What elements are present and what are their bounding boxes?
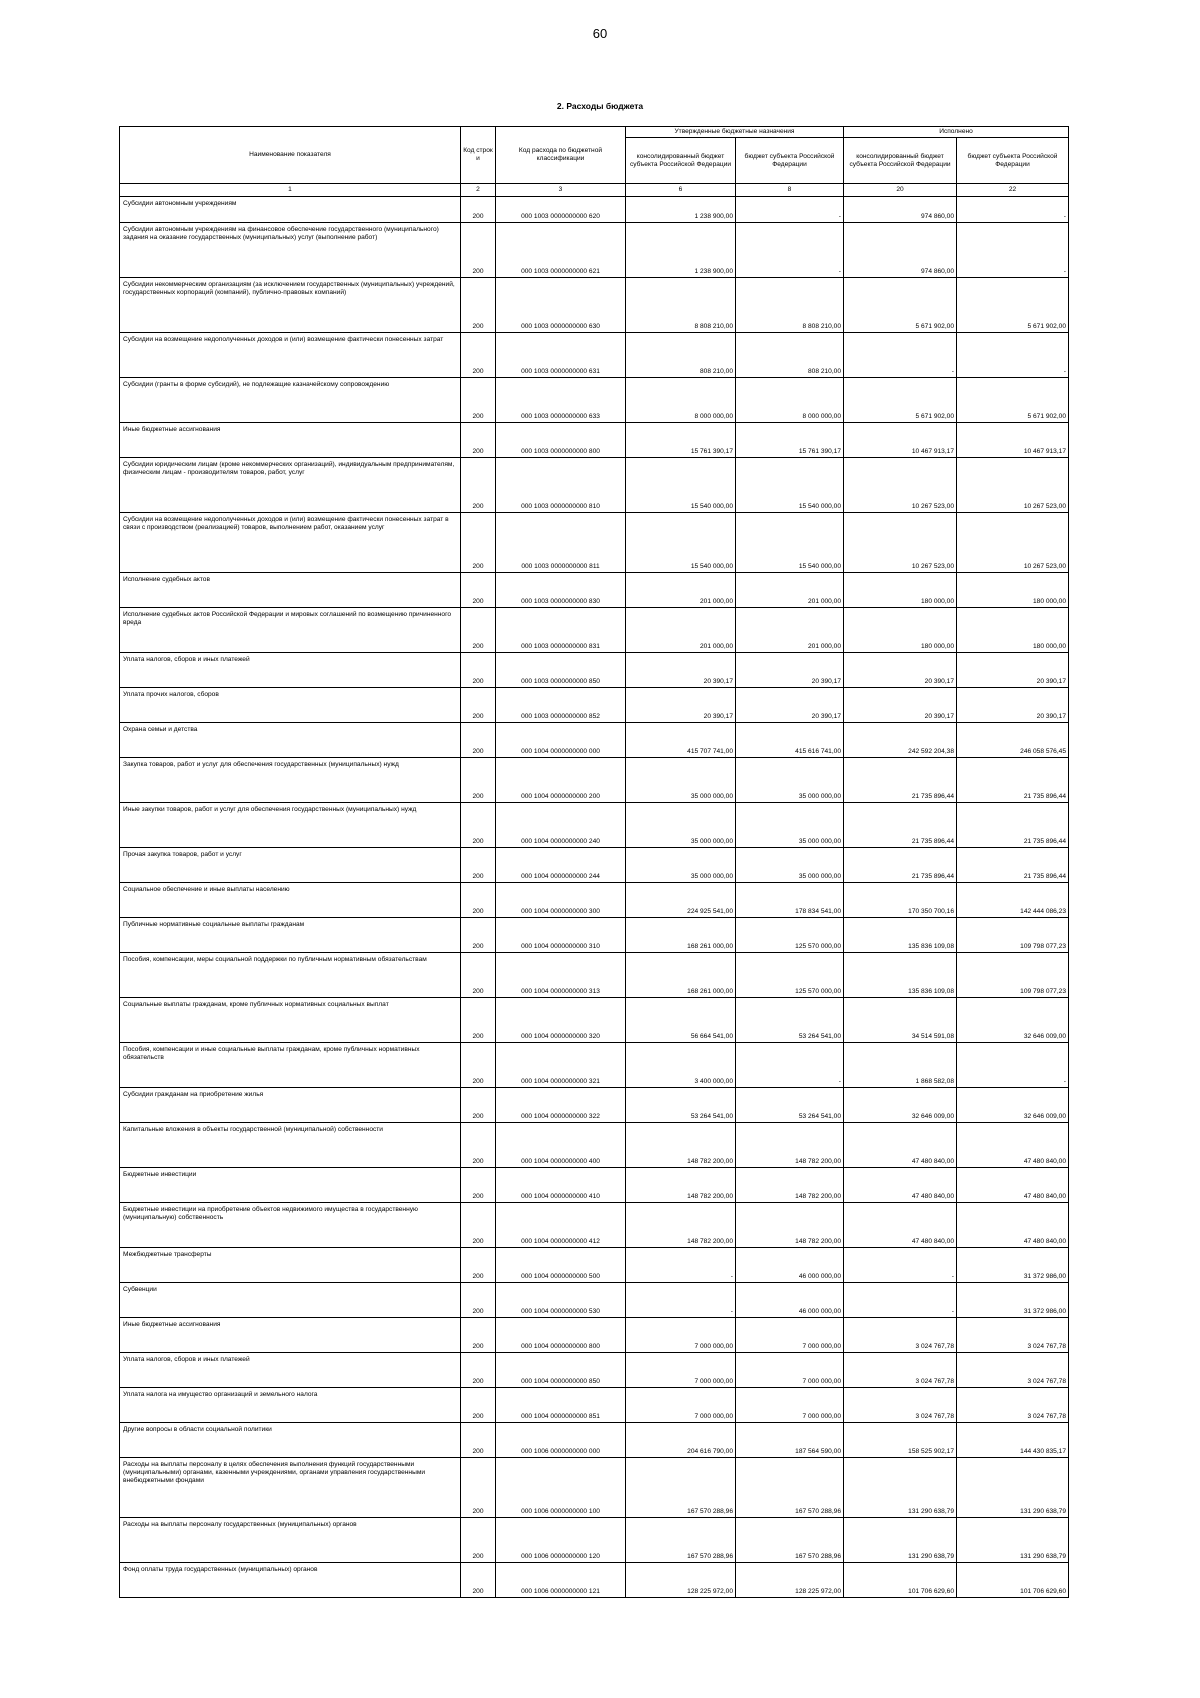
budget-classification-code: 000 1004 0000000000 300 [496, 883, 626, 918]
line-code: 200 [461, 1423, 496, 1458]
approved-consolidated-value: 8 808 210,00 [626, 278, 736, 333]
budget-classification-code: 000 1004 0000000000 850 [496, 1353, 626, 1388]
budget-classification-code: 000 1003 0000000000 831 [496, 608, 626, 653]
executed-subject-value: 21 735 896,44 [957, 803, 1069, 848]
approved-subject-value: 46 000 000,00 [736, 1283, 844, 1318]
line-code: 200 [461, 333, 496, 378]
approved-subject-value: 35 000 000,00 [736, 758, 844, 803]
table-row [120, 998, 1069, 1043]
executed-subject-value: 21 735 896,44 [957, 758, 1069, 803]
table-row [120, 1518, 1069, 1563]
executed-consolidated-value: 170 350 700,16 [844, 883, 957, 918]
executed-subject-value: 20 390,17 [957, 688, 1069, 723]
approved-subject-value: 178 834 541,00 [736, 883, 844, 918]
indicator-name: Расходы на выплаты персоналу государственных (муниципальных) органов [120, 1518, 461, 1563]
executed-subject-value: 32 646 009,00 [957, 998, 1069, 1043]
executed-subject-value: 47 480 840,00 [957, 1168, 1069, 1203]
line-code: 200 [461, 1168, 496, 1203]
table-row [120, 1123, 1069, 1168]
table-row [120, 723, 1069, 758]
indicator-name: Исполнение судебных актов Российской Федерации и мировых соглашений по возмещению причиненного вреда [120, 608, 461, 653]
line-code: 200 [461, 423, 496, 458]
line-code: 200 [461, 688, 496, 723]
table-row [120, 513, 1069, 573]
budget-classification-code: 000 1004 0000000000 410 [496, 1168, 626, 1203]
table-row [120, 883, 1069, 918]
indicator-name: Другие вопросы в области социальной политики [120, 1423, 461, 1458]
table-row [120, 278, 1069, 333]
budget-classification-code: 000 1004 0000000000 000 [496, 723, 626, 758]
table-row [120, 1388, 1069, 1423]
indicator-name: Социальные выплаты гражданам, кроме публичных нормативных социальных выплат [120, 998, 461, 1043]
executed-consolidated-value: 10 267 523,00 [844, 513, 957, 573]
budget-classification-code: 000 1004 0000000000 240 [496, 803, 626, 848]
header-line-code: Код строк и [461, 127, 496, 184]
indicator-name: Публичные нормативные социальные выплаты гражданам [120, 918, 461, 953]
approved-subject-value: 53 264 541,00 [736, 998, 844, 1043]
executed-subject-value: 31 372 986,00 [957, 1283, 1069, 1318]
line-code: 200 [461, 803, 496, 848]
approved-subject-value: - [736, 1043, 844, 1088]
approved-consolidated-value: 7 000 000,00 [626, 1388, 736, 1423]
executed-subject-value: 10 267 523,00 [957, 513, 1069, 573]
executed-consolidated-value: - [844, 1283, 957, 1318]
line-code: 200 [461, 1518, 496, 1563]
line-code: 200 [461, 513, 496, 573]
approved-subject-value: 415 616 741,00 [736, 723, 844, 758]
approved-subject-value: 125 570 000,00 [736, 953, 844, 998]
indicator-name: Субсидии некоммерческим организациям (за исключением государственных (муниципальных) учреждений, государственных корпораций (компаний), публично-правовых компаний) [120, 278, 461, 333]
executed-subject-value: - [957, 223, 1069, 278]
line-code: 200 [461, 278, 496, 333]
budget-classification-code: 000 1003 0000000000 811 [496, 513, 626, 573]
table-row [120, 1168, 1069, 1203]
executed-subject-value: 3 024 767,78 [957, 1388, 1069, 1423]
executed-subject-value: 10 467 913,17 [957, 423, 1069, 458]
approved-subject-value: 808 210,00 [736, 333, 844, 378]
indicator-name: Бюджетные инвестиции [120, 1168, 461, 1203]
approved-consolidated-value: 808 210,00 [626, 333, 736, 378]
table-row [120, 1283, 1069, 1318]
table-row [120, 1353, 1069, 1388]
executed-subject-value: 10 267 523,00 [957, 458, 1069, 513]
indicator-name: Субсидии (гранты в форме субсидий), не подлежащие казначейскому сопровождению [120, 378, 461, 423]
budget-classification-code: 000 1006 0000000000 000 [496, 1423, 626, 1458]
executed-subject-value: 47 480 840,00 [957, 1203, 1069, 1248]
executed-subject-value: 131 290 638,79 [957, 1458, 1069, 1518]
budget-classification-code: 000 1006 0000000000 100 [496, 1458, 626, 1518]
executed-consolidated-value: - [844, 333, 957, 378]
line-code: 200 [461, 653, 496, 688]
approved-subject-value: 125 570 000,00 [736, 918, 844, 953]
executed-consolidated-value: 47 480 840,00 [844, 1203, 957, 1248]
approved-consolidated-value: 7 000 000,00 [626, 1353, 736, 1388]
table-row [120, 458, 1069, 513]
executed-consolidated-value: 131 290 638,79 [844, 1458, 957, 1518]
line-code: 200 [461, 1203, 496, 1248]
approved-consolidated-value: 201 000,00 [626, 608, 736, 653]
approved-consolidated-value: 415 707 741,00 [626, 723, 736, 758]
budget-classification-code: 000 1004 0000000000 200 [496, 758, 626, 803]
table-row [120, 423, 1069, 458]
indicator-name: Фонд оплаты труда государственных (муниципальных) органов [120, 1563, 461, 1598]
line-code: 200 [461, 1123, 496, 1168]
table-row [120, 1248, 1069, 1283]
budget-classification-code: 000 1004 0000000000 310 [496, 918, 626, 953]
approved-consolidated-value: - [626, 1283, 736, 1318]
budget-classification-code: 000 1003 0000000000 830 [496, 573, 626, 608]
approved-subject-value: 148 782 200,00 [736, 1168, 844, 1203]
approved-consolidated-value: 56 664 541,00 [626, 998, 736, 1043]
executed-consolidated-value: 10 467 913,17 [844, 423, 957, 458]
executed-consolidated-value: 974 860,00 [844, 223, 957, 278]
executed-subject-value: 31 372 986,00 [957, 1248, 1069, 1283]
executed-consolidated-value: 47 480 840,00 [844, 1168, 957, 1203]
budget-classification-code: 000 1004 0000000000 320 [496, 998, 626, 1043]
executed-consolidated-value: 135 836 109,08 [844, 918, 957, 953]
indicator-name: Расходы на выплаты персоналу в целях обеспечения выполнения функций государственными (муниципальными) органами, казенными учреждениями, органами управления государственными внебюджетными фондами [120, 1458, 461, 1518]
approved-consolidated-value: 204 616 790,00 [626, 1423, 736, 1458]
executed-subject-value: 20 390,17 [957, 653, 1069, 688]
approved-subject-value: - [736, 223, 844, 278]
executed-subject-value: 32 646 009,00 [957, 1088, 1069, 1123]
table-row [120, 223, 1069, 278]
line-code: 200 [461, 1353, 496, 1388]
column-number: 6 [626, 184, 736, 197]
line-code: 200 [461, 1563, 496, 1598]
column-number: 1 [120, 184, 461, 197]
indicator-name: Бюджетные инвестиции на приобретение объектов недвижимого имущества в государственную (муниципальную) собственность [120, 1203, 461, 1248]
line-code: 200 [461, 918, 496, 953]
executed-subject-value: 3 024 767,78 [957, 1353, 1069, 1388]
indicator-name: Капитальные вложения в объекты государственной (муниципальной) собственности [120, 1123, 461, 1168]
line-code: 200 [461, 1088, 496, 1123]
executed-consolidated-value: 974 860,00 [844, 197, 957, 223]
executed-consolidated-value: 135 836 109,08 [844, 953, 957, 998]
approved-consolidated-value: 148 782 200,00 [626, 1168, 736, 1203]
approved-subject-value: 148 782 200,00 [736, 1123, 844, 1168]
column-number: 22 [957, 184, 1069, 197]
indicator-name: Пособия, компенсации, меры социальной поддержки по публичным нормативным обязательствам [120, 953, 461, 998]
indicator-name: Субсидии юридическим лицам (кроме некоммерческих организаций), индивидуальным предпринимателям, физическим лицам - производителям товаров, работ, услуг [120, 458, 461, 513]
approved-consolidated-value: 20 390,17 [626, 653, 736, 688]
table-row [120, 803, 1069, 848]
line-code: 200 [461, 723, 496, 758]
executed-consolidated-value: 47 480 840,00 [844, 1123, 957, 1168]
budget-classification-code: 000 1003 0000000000 800 [496, 423, 626, 458]
executed-consolidated-value: 21 735 896,44 [844, 758, 957, 803]
executed-consolidated-value: 131 290 638,79 [844, 1518, 957, 1563]
table-row [120, 1458, 1069, 1518]
executed-consolidated-value: 21 735 896,44 [844, 848, 957, 883]
column-number: 8 [736, 184, 844, 197]
approved-subject-value: 128 225 972,00 [736, 1563, 844, 1598]
approved-consolidated-value: 167 570 288,96 [626, 1458, 736, 1518]
approved-subject-value: 15 540 000,00 [736, 458, 844, 513]
approved-consolidated-value: 8 000 000,00 [626, 378, 736, 423]
header-kbk: Код расхода по бюджетной классификации [496, 127, 626, 184]
line-code: 200 [461, 223, 496, 278]
header-executed-subject: бюджет субъекта Российской Федерации [957, 138, 1069, 184]
line-code: 200 [461, 1318, 496, 1353]
table-row [120, 1563, 1069, 1598]
line-code: 200 [461, 1043, 496, 1088]
budget-classification-code: 000 1003 0000000000 852 [496, 688, 626, 723]
approved-subject-value: 201 000,00 [736, 608, 844, 653]
executed-subject-value: 5 671 902,00 [957, 278, 1069, 333]
budget-classification-code: 000 1004 0000000000 322 [496, 1088, 626, 1123]
line-code: 200 [461, 848, 496, 883]
approved-subject-value: 53 264 541,00 [736, 1088, 844, 1123]
table-body [120, 197, 1069, 1598]
executed-subject-value: 109 798 077,23 [957, 918, 1069, 953]
header-approved-subject: бюджет субъекта Российской Федерации [736, 138, 844, 184]
approved-consolidated-value: 148 782 200,00 [626, 1123, 736, 1168]
budget-classification-code: 000 1006 0000000000 120 [496, 1518, 626, 1563]
executed-subject-value: 142 444 086,23 [957, 883, 1069, 918]
executed-consolidated-value: 3 024 767,78 [844, 1353, 957, 1388]
indicator-name: Социальное обеспечение и иные выплаты населению [120, 883, 461, 918]
header-executed-consolidated: консолидированный бюджет субъекта Российской Федерации [844, 138, 957, 184]
table-row [120, 378, 1069, 423]
approved-consolidated-value: 35 000 000,00 [626, 848, 736, 883]
indicator-name: Уплата налогов, сборов и иных платежей [120, 1353, 461, 1388]
column-number: 20 [844, 184, 957, 197]
approved-consolidated-value: 201 000,00 [626, 573, 736, 608]
line-code: 200 [461, 197, 496, 223]
approved-consolidated-value: 168 261 000,00 [626, 918, 736, 953]
table-row [120, 573, 1069, 608]
executed-subject-value: 180 000,00 [957, 573, 1069, 608]
budget-classification-code: 000 1004 0000000000 530 [496, 1283, 626, 1318]
approved-subject-value: 8 808 210,00 [736, 278, 844, 333]
indicator-name: Субсидии на возмещение недополученных доходов и (или) возмещение фактически понесенных затрат в связи с производством (реализацией) товаров, выполнением работ, оказанием услуг [120, 513, 461, 573]
budget-classification-code: 000 1003 0000000000 850 [496, 653, 626, 688]
executed-consolidated-value: 32 646 009,00 [844, 1088, 957, 1123]
approved-consolidated-value: 15 540 000,00 [626, 458, 736, 513]
line-code: 200 [461, 458, 496, 513]
indicator-name: Пособия, компенсации и иные социальные выплаты гражданам, кроме публичных нормативных обязательств [120, 1043, 461, 1088]
executed-consolidated-value: 180 000,00 [844, 573, 957, 608]
approved-subject-value: 167 570 288,96 [736, 1518, 844, 1563]
line-code: 200 [461, 608, 496, 653]
table-row [120, 653, 1069, 688]
table-row [120, 1318, 1069, 1353]
column-number: 2 [461, 184, 496, 197]
approved-consolidated-value: 53 264 541,00 [626, 1088, 736, 1123]
executed-subject-value: 101 706 629,60 [957, 1563, 1069, 1598]
line-code: 200 [461, 758, 496, 803]
approved-subject-value: 187 564 590,00 [736, 1423, 844, 1458]
budget-classification-code: 000 1003 0000000000 621 [496, 223, 626, 278]
approved-subject-value: - [736, 197, 844, 223]
approved-consolidated-value: 3 400 000,00 [626, 1043, 736, 1088]
executed-subject-value: 180 000,00 [957, 608, 1069, 653]
line-code: 200 [461, 998, 496, 1043]
approved-consolidated-value: 167 570 288,96 [626, 1518, 736, 1563]
indicator-name: Прочая закупка товаров, работ и услуг [120, 848, 461, 883]
indicator-name: Иные закупки товаров, работ и услуг для обеспечения государственных (муниципальных) нужд [120, 803, 461, 848]
header-approved-consolidated: консолидированный бюджет субъекта Российской Федерации [626, 138, 736, 184]
executed-subject-value: 3 024 767,78 [957, 1318, 1069, 1353]
approved-subject-value: 7 000 000,00 [736, 1388, 844, 1423]
approved-consolidated-value: 168 261 000,00 [626, 953, 736, 998]
table-row [120, 197, 1069, 223]
indicator-name: Иные бюджетные ассигнования [120, 1318, 461, 1353]
executed-subject-value: 109 798 077,23 [957, 953, 1069, 998]
approved-subject-value: 46 000 000,00 [736, 1248, 844, 1283]
executed-consolidated-value: 158 525 902,17 [844, 1423, 957, 1458]
line-code: 200 [461, 1248, 496, 1283]
approved-subject-value: 20 390,17 [736, 653, 844, 688]
budget-classification-code: 000 1003 0000000000 630 [496, 278, 626, 333]
executed-consolidated-value: 20 390,17 [844, 688, 957, 723]
executed-consolidated-value: 5 671 902,00 [844, 378, 957, 423]
approved-consolidated-value: 1 238 900,00 [626, 223, 736, 278]
budget-classification-code: 000 1003 0000000000 810 [496, 458, 626, 513]
budget-classification-code: 000 1004 0000000000 244 [496, 848, 626, 883]
expenditure-table [119, 126, 1069, 1598]
table-row [120, 1423, 1069, 1458]
executed-consolidated-value: 21 735 896,44 [844, 803, 957, 848]
table-row [120, 333, 1069, 378]
header-executed-group: Исполнено [844, 127, 1069, 138]
indicator-name: Уплата прочих налогов, сборов [120, 688, 461, 723]
approved-subject-value: 8 000 000,00 [736, 378, 844, 423]
column-number: 3 [496, 184, 626, 197]
executed-consolidated-value: 3 024 767,78 [844, 1388, 957, 1423]
line-code: 200 [461, 1458, 496, 1518]
approved-subject-value: 148 782 200,00 [736, 1203, 844, 1248]
approved-subject-value: 35 000 000,00 [736, 848, 844, 883]
approved-subject-value: 167 570 288,96 [736, 1458, 844, 1518]
executed-subject-value: 47 480 840,00 [957, 1123, 1069, 1168]
budget-classification-code: 000 1006 0000000000 121 [496, 1563, 626, 1598]
indicator-name: Иные бюджетные ассигнования [120, 423, 461, 458]
executed-subject-value: 5 671 902,00 [957, 378, 1069, 423]
table-row [120, 1203, 1069, 1248]
table-row [120, 1043, 1069, 1088]
indicator-name: Уплата налога на имущество организаций и земельного налога [120, 1388, 461, 1423]
budget-classification-code: 000 1004 0000000000 412 [496, 1203, 626, 1248]
executed-consolidated-value: 5 671 902,00 [844, 278, 957, 333]
budget-classification-code: 000 1004 0000000000 400 [496, 1123, 626, 1168]
executed-consolidated-value: 10 267 523,00 [844, 458, 957, 513]
page-number: 60 [592, 26, 608, 41]
line-code: 200 [461, 1283, 496, 1318]
budget-classification-code: 000 1003 0000000000 631 [496, 333, 626, 378]
line-code: 200 [461, 573, 496, 608]
executed-subject-value: - [957, 197, 1069, 223]
executed-subject-value: 144 430 835,17 [957, 1423, 1069, 1458]
budget-classification-code: 000 1004 0000000000 800 [496, 1318, 626, 1353]
executed-consolidated-value: 242 592 204,38 [844, 723, 957, 758]
approved-subject-value: 7 000 000,00 [736, 1318, 844, 1353]
approved-consolidated-value: 15 540 000,00 [626, 513, 736, 573]
executed-consolidated-value: - [844, 1248, 957, 1283]
indicator-name: Исполнение судебных актов [120, 573, 461, 608]
header-name: Наименование показателя [120, 127, 461, 184]
budget-classification-code: 000 1004 0000000000 500 [496, 1248, 626, 1283]
indicator-name: Субсидии автономным учреждениям [120, 197, 461, 223]
approved-consolidated-value: - [626, 1248, 736, 1283]
executed-subject-value: - [957, 1043, 1069, 1088]
indicator-name: Закупка товаров, работ и услуг для обеспечения государственных (муниципальных) нужд [120, 758, 461, 803]
approved-subject-value: 7 000 000,00 [736, 1353, 844, 1388]
line-code: 200 [461, 953, 496, 998]
executed-subject-value: 246 058 576,45 [957, 723, 1069, 758]
executed-consolidated-value: 3 024 767,78 [844, 1318, 957, 1353]
approved-subject-value: 35 000 000,00 [736, 803, 844, 848]
table-row [120, 608, 1069, 653]
indicator-name: Субсидии на возмещение недополученных доходов и (или) возмещение фактически понесенных затрат [120, 333, 461, 378]
executed-subject-value: 131 290 638,79 [957, 1518, 1069, 1563]
line-code: 200 [461, 1388, 496, 1423]
approved-consolidated-value: 7 000 000,00 [626, 1318, 736, 1353]
approved-subject-value: 15 761 390,17 [736, 423, 844, 458]
indicator-name: Уплата налогов, сборов и иных платежей [120, 653, 461, 688]
approved-subject-value: 15 540 000,00 [736, 513, 844, 573]
approved-subject-value: 201 000,00 [736, 573, 844, 608]
indicator-name: Субсидии гражданам на приобретение жилья [120, 1088, 461, 1123]
header-approved-group: Утвержденные бюджетные назначения [626, 127, 844, 138]
budget-classification-code: 000 1004 0000000000 851 [496, 1388, 626, 1423]
executed-consolidated-value: 180 000,00 [844, 608, 957, 653]
table-row [120, 688, 1069, 723]
table-row [120, 918, 1069, 953]
approved-consolidated-value: 20 390,17 [626, 688, 736, 723]
indicator-name: Межбюджетные трансферты [120, 1248, 461, 1283]
executed-consolidated-value: 20 390,17 [844, 653, 957, 688]
line-code: 200 [461, 378, 496, 423]
executed-consolidated-value: 1 868 582,08 [844, 1043, 957, 1088]
document-title: 2. Расходы бюджета [556, 101, 644, 111]
budget-classification-code: 000 1003 0000000000 633 [496, 378, 626, 423]
executed-consolidated-value: 34 514 591,08 [844, 998, 957, 1043]
table-row [120, 953, 1069, 998]
table-row [120, 848, 1069, 883]
approved-consolidated-value: 35 000 000,00 [626, 803, 736, 848]
table-row [120, 758, 1069, 803]
column-number-row [120, 184, 1069, 197]
budget-classification-code: 000 1004 0000000000 321 [496, 1043, 626, 1088]
approved-consolidated-value: 15 761 390,17 [626, 423, 736, 458]
approved-consolidated-value: 128 225 972,00 [626, 1563, 736, 1598]
approved-consolidated-value: 35 000 000,00 [626, 758, 736, 803]
executed-subject-value: 21 735 896,44 [957, 848, 1069, 883]
line-code: 200 [461, 883, 496, 918]
approved-consolidated-value: 1 238 900,00 [626, 197, 736, 223]
executed-subject-value: - [957, 333, 1069, 378]
approved-subject-value: 20 390,17 [736, 688, 844, 723]
approved-consolidated-value: 148 782 200,00 [626, 1203, 736, 1248]
table-row [120, 1088, 1069, 1123]
indicator-name: Субсидии автономным учреждениям на финансовое обеспечение государственного (муниципального) задания на оказание государственных (муниципальных) услуг (выполнение работ) [120, 223, 461, 278]
executed-consolidated-value: 101 706 629,60 [844, 1563, 957, 1598]
indicator-name: Субвенции [120, 1283, 461, 1318]
indicator-name: Охрана семьи и детства [120, 723, 461, 758]
budget-classification-code: 000 1003 0000000000 620 [496, 197, 626, 223]
budget-classification-code: 000 1004 0000000000 313 [496, 953, 626, 998]
approved-consolidated-value: 224 925 541,00 [626, 883, 736, 918]
